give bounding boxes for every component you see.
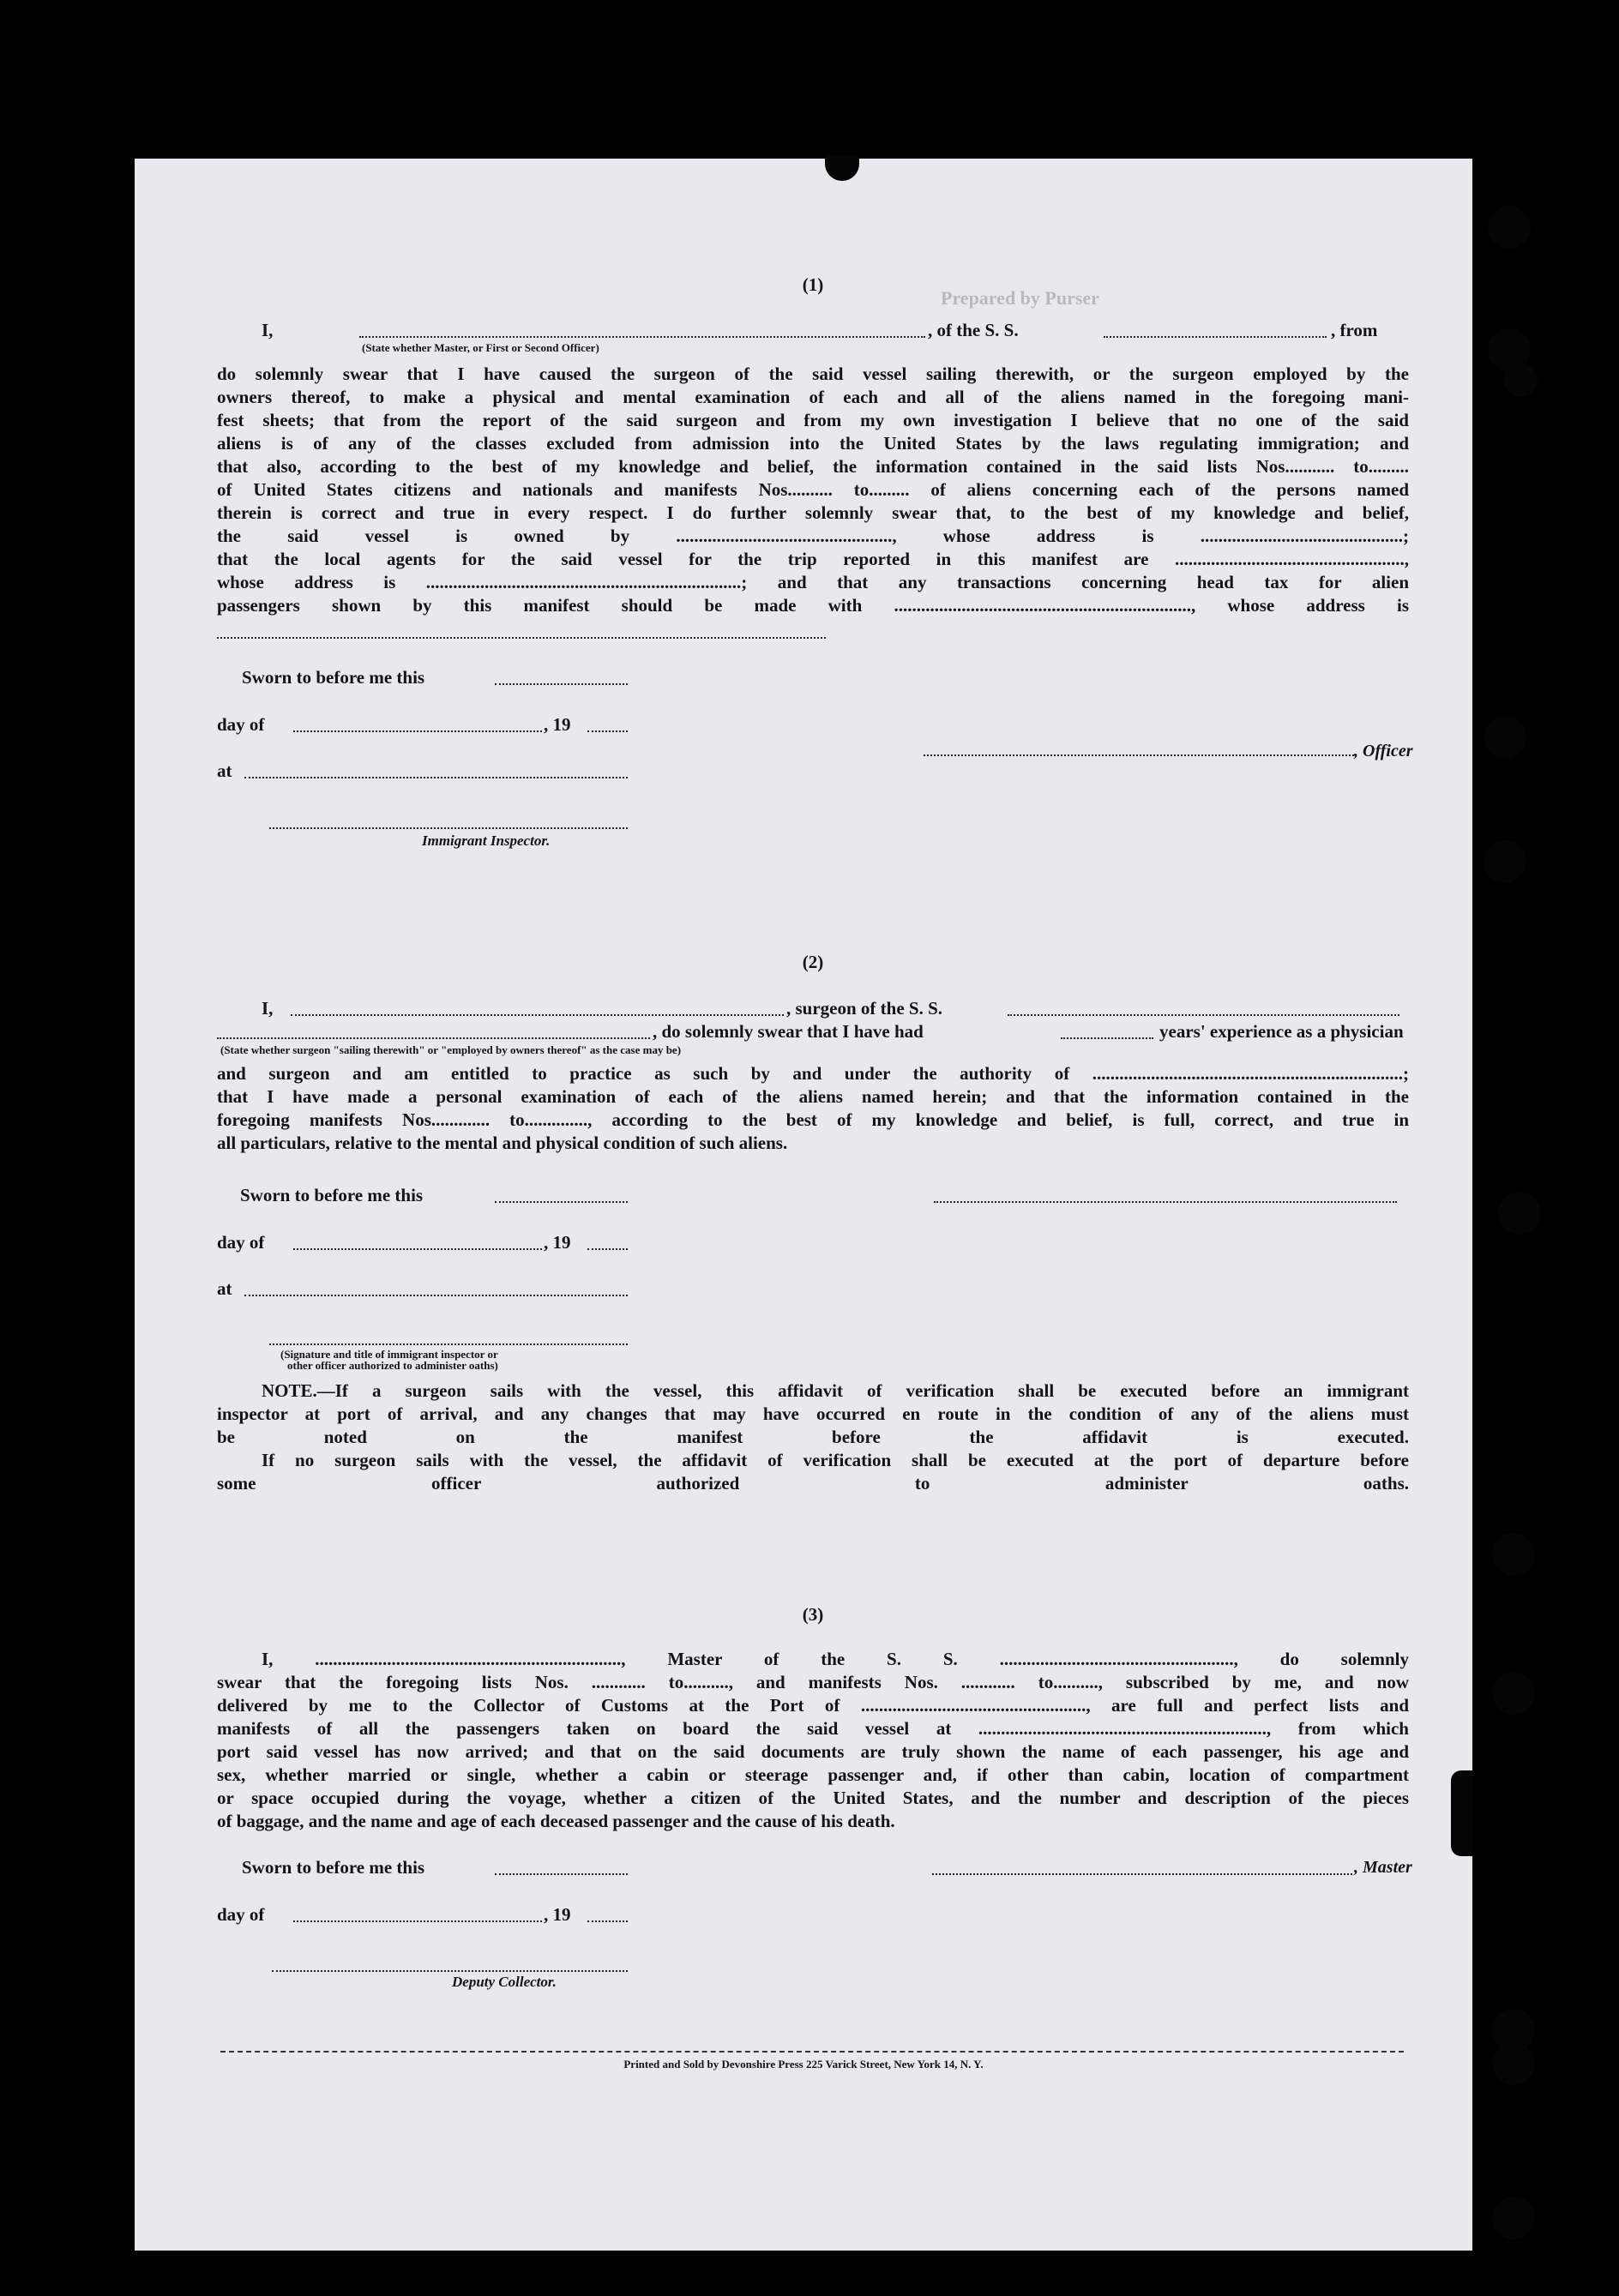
- section1-at: at: [217, 760, 232, 781]
- section3-sworn: Sworn to before me this: [242, 1857, 425, 1878]
- section3-year: , 19: [544, 1904, 571, 1925]
- section2-note-line: be noted on the manifest before the affidavit is executed.: [217, 1427, 1409, 1447]
- section1-body-line: whose address is ......................................................................; and that any transactions concerning head tax for alien: [217, 572, 1409, 592]
- binder-hole: [1484, 716, 1526, 759]
- section1-year: , 19: [544, 714, 571, 735]
- section2-inspector-signature-line: [269, 1343, 628, 1345]
- section1-year-field: [587, 730, 628, 732]
- section3-master-signature-line: [932, 1873, 1352, 1875]
- section2-years-field: [1061, 1037, 1153, 1039]
- paper-tear: [825, 155, 859, 181]
- section2-number: (2): [802, 952, 824, 972]
- section3-body-line: sex, whether married or single, whether a cabin or steerage passenger and, if other than cabin, location of compartment: [217, 1764, 1409, 1785]
- section1-officer-field: [359, 336, 925, 338]
- section1-officer-caption: (State whether Master, or First or Second Officer): [362, 341, 599, 354]
- section2-body-line: and surgeon and am entitled to practice as such by and under the authority of .....................................................................;: [217, 1063, 1409, 1084]
- section1-body-line: that the local agents for the said vessel for the trip reported in this manifest are ...................................................,: [217, 549, 1409, 569]
- section3-day-field: [293, 1920, 542, 1922]
- section3-year-field: [587, 1920, 628, 1922]
- section1-sworn-field: [495, 683, 628, 685]
- section1-body-line: do solemnly swear that I have caused the surgeon of the said vessel sailing therewith, or the surgeon employed by the: [217, 364, 1409, 384]
- section2-body-line: that I have made a personal examination of each of the aliens named herein; and that the information contained in the: [217, 1086, 1409, 1107]
- section3-body-line: or space occupied during the voyage, whether a citizen of the United States, and the number and description of the pieces: [217, 1788, 1409, 1808]
- footer-rule: [220, 2051, 1404, 2053]
- section1-line1-vessel: , of the S. S.: [928, 320, 1019, 340]
- section3-sworn-field: [495, 1873, 628, 1875]
- section2-at: at: [217, 1278, 232, 1299]
- section1-line1-prefix: I,: [262, 320, 274, 340]
- section2-status-field: [217, 1037, 650, 1039]
- section2-line2-swear: , do solemnly swear that I have had: [653, 1021, 924, 1042]
- section1-at-field: [244, 777, 628, 778]
- section2-note-line: some officer authorized to administer oaths.: [217, 1473, 1409, 1494]
- section2-signature-line: [934, 1201, 1397, 1203]
- section3-collector-signature-line: [272, 1970, 628, 1972]
- bleed-through-prepared: Prepared by Purser: [941, 287, 1099, 309]
- section1-body-line: that also, according to the best of my knowledge and belief, the information contained in the said lists Nos........... to.........: [217, 456, 1409, 477]
- printer-imprint: Printed and Sold by Devonshire Press 225 Varick Street, New York 14, N. Y.: [623, 2058, 984, 2071]
- section2-line1-surgeon: , surgeon of the S. S.: [786, 998, 943, 1019]
- section2-caption: (State whether surgeon "sailing therewith" or "employed by owners thereof" as the case may be): [220, 1043, 682, 1056]
- section1-line1-from: , from: [1331, 320, 1378, 340]
- section1-inspector-caption: Immigrant Inspector.: [422, 832, 551, 849]
- section2-at-field: [244, 1295, 628, 1296]
- section2-sworn-field: [495, 1201, 628, 1203]
- section1-body-line: the said vessel is owned by ................................................, whose address is .............................................;: [217, 526, 1409, 546]
- section2-line1-prefix: I,: [262, 998, 274, 1019]
- binder-hole: [1503, 363, 1538, 397]
- section2-sworn: Sworn to before me this: [240, 1185, 424, 1205]
- section3-collector-caption: Deputy Collector.: [452, 1974, 557, 1990]
- section2-vessel-field: [1008, 1014, 1399, 1016]
- section2-body-line: all particulars, relative to the mental and physical condition of such aliens.: [217, 1133, 788, 1153]
- section3-master-caption: , Master: [1354, 1858, 1412, 1877]
- section2-sig-caption: other officer authorized to administer oaths): [287, 1359, 498, 1372]
- section2-note-line: inspector at port of arrival, and any changes that may have occurred en route in the condition of any of the aliens must: [217, 1403, 1409, 1424]
- section1-inspector-signature-line: [269, 827, 628, 829]
- section2-surgeon-name-field: [291, 1014, 784, 1016]
- section3-body-line: I, ...................................................................., Master of the S. S. ...................................................., do solemnly: [262, 1649, 1409, 1669]
- section1-body-line: passengers shown by this manifest should be made with .................................................................., whose address is: [217, 595, 1409, 616]
- section1-vessel-field: [1104, 336, 1327, 338]
- section2-year-field: [587, 1248, 628, 1250]
- section1-day-of: day of: [217, 714, 265, 735]
- section2-note-line: NOTE.—If a surgeon sails with the vessel, this affidavit of verification shall be executed before an immigrant: [262, 1380, 1409, 1401]
- section3-body-line: delivered by me to the Collector of Customs at the Port of .................................................., are full and perfect lists and: [217, 1695, 1409, 1716]
- binder-hole: [1484, 840, 1526, 883]
- section3-day-of: day of: [217, 1904, 265, 1925]
- binder-hole: [1492, 2042, 1535, 2085]
- section1-address-field: [217, 637, 826, 639]
- paper-edge-shadow: [1451, 1770, 1472, 1856]
- section1-number: (1): [802, 274, 824, 295]
- document-page: [135, 159, 1472, 2251]
- section3-body-line: swear that the foregoing lists Nos. ............ to.........., and manifests Nos. ............ to.........., subscribed by me, and now: [217, 1672, 1409, 1692]
- section2-line2-years: years' experience as a physician: [1159, 1021, 1404, 1042]
- binder-hole: [1492, 1672, 1535, 1715]
- section1-day-field: [293, 730, 542, 732]
- section2-day-of: day of: [217, 1232, 265, 1253]
- section1-body-line: aliens is of any of the classes excluded from admission into the United States by the laws regulating immigration; and: [217, 433, 1409, 454]
- section1-body-line: fest sheets; that from the report of the said surgeon and from my own investigation I believe that no one of the said: [217, 410, 1409, 430]
- binder-hole: [1492, 2197, 1535, 2239]
- section2-sig-caption: (Signature and title of immigrant inspector or: [280, 1348, 498, 1361]
- section3-number: (3): [802, 1604, 824, 1625]
- section2-body-line: foregoing manifests Nos............. to.............., according to the best of my knowledge and belief, is full, correct, and true in: [217, 1109, 1409, 1130]
- section1-officer-signature-line: [924, 754, 1354, 756]
- section3-body-line: manifests of all the passengers taken on board the said vessel at ................................................................, from which: [217, 1718, 1409, 1739]
- section3-body-line: of baggage, and the name and age of each deceased passenger and the cause of his death.: [217, 1811, 895, 1831]
- section2-day-field: [293, 1248, 542, 1250]
- section1-body-line: of United States citizens and nationals and manifests Nos.......... to......... of aliens concerning each of the persons named: [217, 479, 1409, 500]
- binder-hole: [1492, 1533, 1535, 1576]
- binder-hole: [1488, 206, 1531, 249]
- section2-year: , 19: [544, 1232, 571, 1253]
- section1-officer-caption: , Officer: [1354, 742, 1413, 760]
- binder-hole: [1498, 1192, 1541, 1235]
- section1-sworn: Sworn to before me this: [242, 667, 425, 688]
- section3-body-line: port said vessel has now arrived; and that on the said documents are truly shown the name of each passenger, his age and: [217, 1741, 1409, 1762]
- section2-note-line: If no surgeon sails with the vessel, the affidavit of verification shall be executed at the port of departure before: [262, 1450, 1409, 1470]
- section1-body-line: therein is correct and true in every respect. I do further solemnly swear that, to the best of my knowledge and belief,: [217, 502, 1409, 523]
- section1-body-line: owners thereof, to make a physical and mental examination of each and all of the aliens named in the foregoing mani-: [217, 387, 1409, 407]
